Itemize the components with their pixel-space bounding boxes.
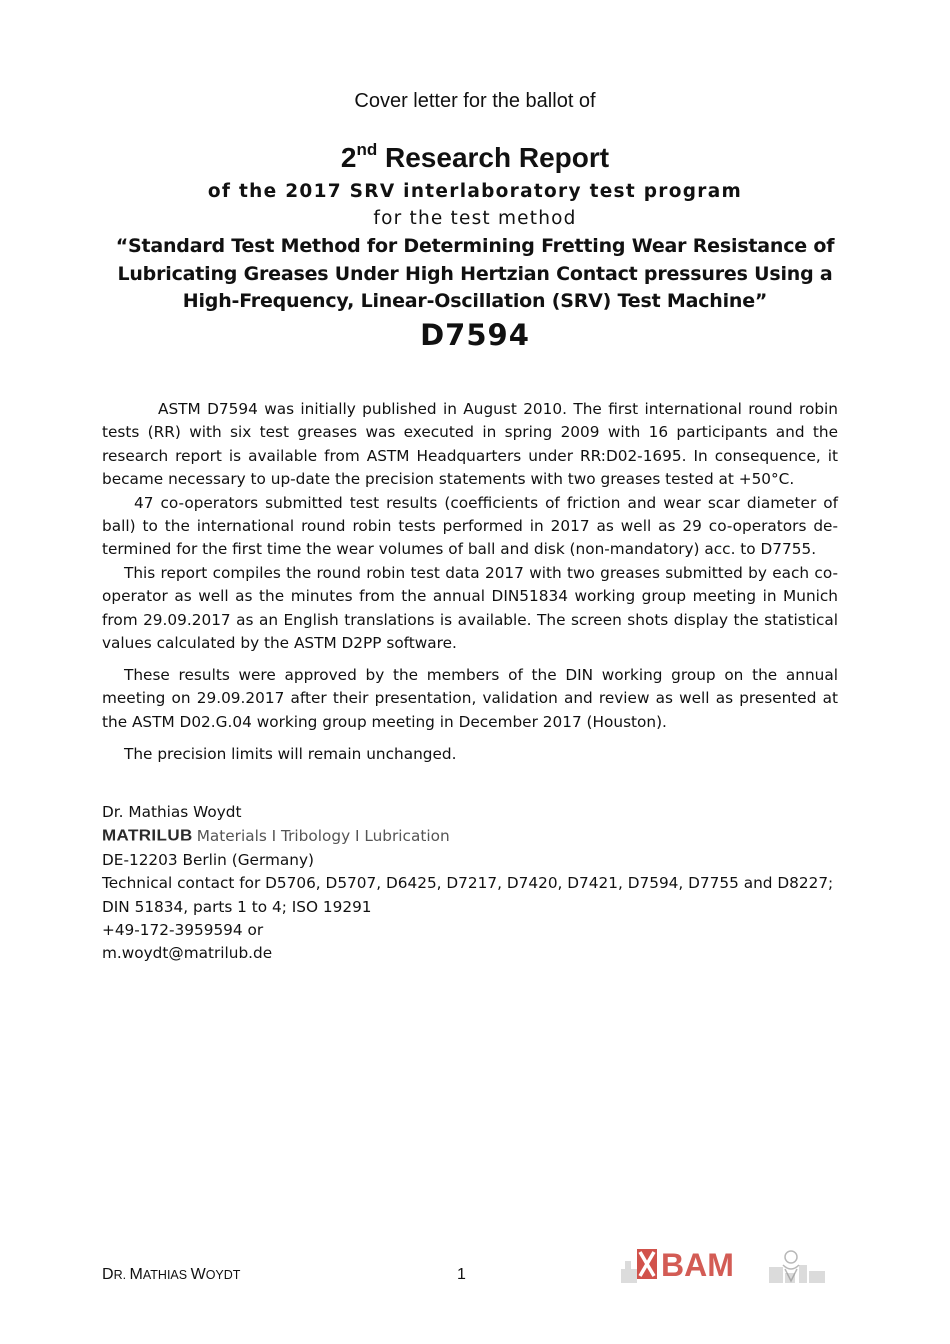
method-line: for the test method	[373, 208, 577, 229]
footer-author: DR. MATHIAS WOYDT	[102, 1266, 241, 1283]
company-line	[102, 824, 862, 848]
standard-title: “Standard Test Method for Determining Fretting Wear Resistance of Lubricating Greases Under High Hertzian Contact pressures Using a High-Frequency, Linear-Oscillation (SRV) Test Machine”	[115, 235, 835, 312]
matrilub-logo: MATRILUB	[102, 827, 193, 845]
bam-logo-text: BAM	[661, 1247, 734, 1283]
body-text	[102, 398, 838, 766]
contact-phone: +49-172-3959594 or	[102, 921, 264, 940]
report-title-text: Research Report	[385, 142, 610, 173]
paragraph-1: ASTM D7594 was initially published in August 2010. The first international round robin tests (RR) with six test greases was executed in spring 2009 with 16 participants and the research report is available from ASTM Headquarters under RR:D02-1695. In consequence, it became necessary to up-date the precision statements with two greases tested at +50°C.	[102, 400, 838, 489]
technical-contact: Technical contact for D5706, D5707, D6425, D7217, D7420, D7421, D7594, D7755 and D8227;	[102, 874, 834, 893]
contact-name: Dr. Mathias Woydt	[102, 803, 242, 821]
standard-code: D7594	[420, 318, 530, 352]
paragraph-5: The precision limits will remain unchanged.	[124, 744, 457, 763]
contact-email[interactable]: m.woydt@matrilub.de	[102, 944, 273, 963]
contact-block	[102, 801, 862, 966]
company-tagline: Materials I Tribology I Lubrication	[196, 827, 450, 846]
bam-logo	[619, 1243, 829, 1285]
report-ordinal-suffix: nd	[356, 140, 378, 159]
report-subtitle: of the 2017 SRV interlaboratory test program	[207, 181, 743, 202]
din-iso-line: DIN 51834, parts 1 to 4; ISO 19291	[102, 897, 372, 916]
paragraph-2: 47 co-operators submitted test results (coefficients of friction and wear scar diameter of ball) to the international round robin tests performed in 2017 as well as 29 co-operators de-termined for the first time the wear volumes of ball and disk (non-mandatory) acc. to D7755.	[102, 493, 838, 559]
cover-line: Cover letter for the ballot of	[354, 90, 596, 112]
report-ordinal: 2	[340, 142, 357, 173]
paragraph-3: This report compiles the round robin test data 2017 with two greases submitted by each co-operator as well as the minutes from the annual DIN51834 working group meeting in Munich from 29.09.2017 as an English translations is available. The screen shots display the statistical values calculated by the ASTM D2PP software.	[102, 563, 838, 653]
contact-address: DE-12203 Berlin (Germany)	[102, 850, 314, 869]
page-number: 1	[457, 1266, 466, 1283]
report-title	[0, 142, 950, 174]
paragraph-4: These results were approved by the members of the DIN working group on the annual meeting on 29.09.2017 after their presentation, validation and review as well as presented at the ASTM D02.G.04 working group meeting in December 2017 (Houston).	[102, 665, 838, 731]
